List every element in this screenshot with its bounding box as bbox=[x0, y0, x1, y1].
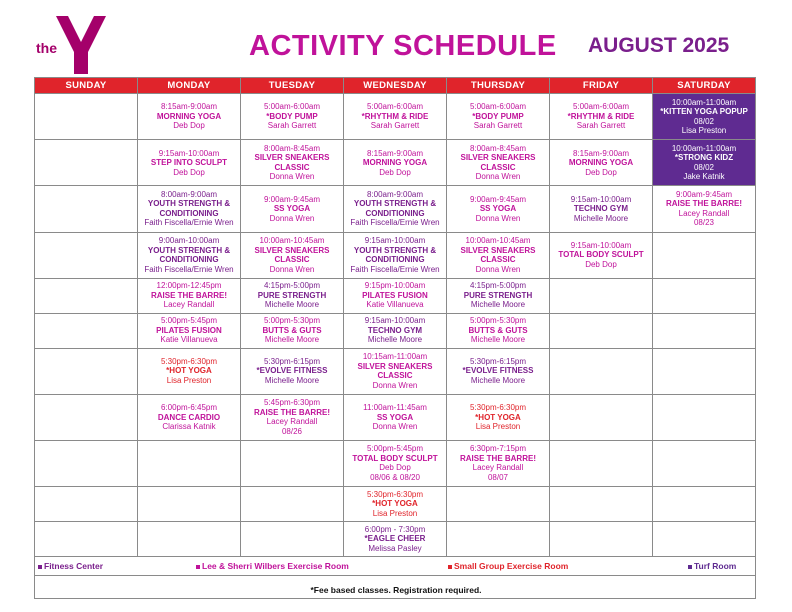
empty-cell bbox=[653, 278, 756, 313]
class-time: 6:30pm-7:15pm bbox=[469, 444, 527, 454]
class-detail: Sarah Garrett bbox=[267, 121, 317, 131]
class-cell bbox=[241, 348, 344, 394]
class-time: 5:30pm-6:30pm bbox=[366, 489, 424, 499]
class-time: 8:00am-8:45am bbox=[263, 143, 321, 153]
class-cell bbox=[550, 186, 653, 232]
class-name: CLASSIC bbox=[480, 255, 516, 265]
day-header-thursday: THURSDAY bbox=[447, 78, 550, 94]
class-time: 5:30pm-6:30pm bbox=[160, 356, 218, 366]
empty-cell bbox=[550, 440, 653, 486]
class-time: 5:00am-6:00am bbox=[469, 102, 527, 112]
class-time: 8:15am-9:00am bbox=[366, 148, 424, 158]
ymca-y-icon bbox=[56, 16, 106, 74]
class-detail: 08/07 bbox=[487, 472, 509, 482]
logo-the-text: the bbox=[36, 40, 57, 56]
class-name: SILVER SNEAKERS bbox=[357, 361, 433, 371]
empty-cell bbox=[35, 440, 138, 486]
class-cell bbox=[138, 278, 241, 313]
class-time: 8:00am-8:45am bbox=[469, 143, 527, 153]
empty-cell bbox=[653, 394, 756, 440]
class-name: SILVER SNEAKERS bbox=[460, 153, 536, 163]
class-time: 5:00am-6:00am bbox=[366, 102, 424, 112]
empty-cell bbox=[35, 348, 138, 394]
schedule-row bbox=[35, 394, 756, 440]
legend-swatch-icon bbox=[688, 565, 692, 569]
legend-label: Turf Room bbox=[694, 561, 737, 571]
class-time: 9:15am-10:00am bbox=[570, 240, 632, 250]
class-cell bbox=[241, 94, 344, 140]
class-cell bbox=[550, 140, 653, 186]
class-name: *EVOLVE FITNESS bbox=[462, 366, 534, 376]
class-name: *HOT YOGA bbox=[475, 412, 521, 422]
class-time: 5:00pm-5:45pm bbox=[366, 444, 424, 454]
class-cell bbox=[138, 394, 241, 440]
class-detail: Michelle Moore bbox=[470, 335, 526, 345]
class-time: 5:00am-6:00am bbox=[263, 102, 321, 112]
legend-label: Fitness Center bbox=[44, 561, 104, 571]
empty-cell bbox=[550, 313, 653, 348]
class-detail: Lacey Randall bbox=[163, 300, 215, 310]
empty-cell bbox=[35, 94, 138, 140]
class-cell bbox=[138, 186, 241, 232]
class-name: *BODY PUMP bbox=[266, 111, 318, 121]
class-cell bbox=[344, 394, 447, 440]
class-name: TECHNO GYM bbox=[367, 325, 423, 335]
class-detail: Deb Dop bbox=[585, 259, 617, 269]
class-name: *BODY PUMP bbox=[472, 111, 524, 121]
class-detail: Deb Dop bbox=[379, 167, 411, 177]
class-detail: 08/02 bbox=[693, 162, 715, 172]
empty-cell bbox=[550, 278, 653, 313]
class-time: 9:15pm-10:00am bbox=[364, 281, 426, 291]
class-time: 6:00pm-6:45pm bbox=[160, 403, 218, 413]
class-time: 9:00am-9:45am bbox=[469, 194, 527, 204]
legend-swatch-icon bbox=[448, 565, 452, 569]
class-detail: Faith Fiscella/Ernie Wren bbox=[350, 264, 440, 274]
schedule-row bbox=[35, 348, 756, 394]
class-detail: Lisa Preston bbox=[681, 126, 727, 136]
schedule-row bbox=[35, 186, 756, 232]
class-detail: Michelle Moore bbox=[264, 335, 320, 345]
class-name: SILVER SNEAKERS bbox=[254, 153, 330, 163]
class-cell bbox=[550, 94, 653, 140]
schedule-row bbox=[35, 521, 756, 556]
class-cell bbox=[447, 348, 550, 394]
day-header-monday: MONDAY bbox=[138, 78, 241, 94]
month-title: AUGUST 2025 bbox=[588, 34, 730, 57]
legend-label: Lee & Sherri Wilbers Exercise Room bbox=[202, 561, 349, 571]
class-name: YOUTH STRENGTH & bbox=[353, 199, 437, 209]
class-detail: Sarah Garrett bbox=[473, 121, 523, 131]
class-cell bbox=[241, 278, 344, 313]
class-name: *STRONG KIDZ bbox=[674, 153, 734, 163]
class-detail: 08/02 bbox=[693, 116, 715, 126]
empty-cell bbox=[35, 140, 138, 186]
schedule-row bbox=[35, 440, 756, 486]
class-cell bbox=[138, 140, 241, 186]
class-name: DANCE CARDIO bbox=[157, 412, 221, 422]
legend-wilbers-room bbox=[196, 561, 349, 571]
empty-cell bbox=[35, 521, 138, 556]
empty-cell bbox=[35, 394, 138, 440]
class-detail: Lisa Preston bbox=[475, 422, 521, 432]
class-cell bbox=[447, 440, 550, 486]
class-time: 10:00am-11:00am bbox=[671, 97, 737, 107]
class-time: 10:00am-11:00am bbox=[671, 143, 737, 153]
class-name: CONDITIONING bbox=[159, 208, 219, 218]
class-name: *KITTEN YOGA POPUP bbox=[660, 107, 748, 117]
class-detail: Sarah Garrett bbox=[370, 121, 420, 131]
class-time: 10:15am-11:00am bbox=[362, 352, 428, 362]
class-name: BUTTS & GUTS bbox=[262, 325, 322, 335]
day-header-tuesday: TUESDAY bbox=[241, 78, 344, 94]
class-cell bbox=[447, 186, 550, 232]
class-name: BUTTS & GUTS bbox=[468, 325, 528, 335]
class-cell bbox=[550, 232, 653, 278]
class-time: 10:00am-10:45am bbox=[465, 236, 531, 246]
class-cell bbox=[344, 487, 447, 522]
empty-cell bbox=[653, 232, 756, 278]
class-detail: Lacey Randall bbox=[678, 208, 730, 218]
empty-cell bbox=[653, 487, 756, 522]
class-cell bbox=[344, 348, 447, 394]
class-name: CLASSIC bbox=[377, 371, 413, 381]
class-cell bbox=[447, 313, 550, 348]
class-detail: Michelle Moore bbox=[367, 335, 423, 345]
class-name: TOTAL BODY SCULPT bbox=[558, 250, 644, 260]
class-cell bbox=[653, 94, 756, 140]
class-cell bbox=[241, 140, 344, 186]
empty-cell bbox=[550, 394, 653, 440]
schedule-row bbox=[35, 140, 756, 186]
class-cell bbox=[138, 348, 241, 394]
class-name: PURE STRENGTH bbox=[463, 290, 533, 300]
class-time: 9:00am-10:00am bbox=[158, 236, 220, 246]
schedule-body bbox=[35, 94, 756, 557]
class-detail: Faith Fiscella/Ernie Wren bbox=[144, 264, 234, 274]
class-detail: Donna Wren bbox=[269, 264, 315, 274]
class-detail: Donna Wren bbox=[475, 264, 521, 274]
empty-cell bbox=[241, 440, 344, 486]
class-detail: Michelle Moore bbox=[264, 300, 320, 310]
class-time: 4:15pm-5:00pm bbox=[263, 281, 321, 291]
day-header-friday: FRIDAY bbox=[550, 78, 653, 94]
empty-cell bbox=[138, 440, 241, 486]
empty-cell bbox=[653, 521, 756, 556]
empty-cell bbox=[550, 521, 653, 556]
class-name: YOUTH STRENGTH & bbox=[147, 245, 231, 255]
class-name: SS YOGA bbox=[376, 412, 414, 422]
day-header-saturday: SATURDAY bbox=[653, 78, 756, 94]
class-name: RAISE THE BARRE! bbox=[150, 290, 227, 300]
schedule-table bbox=[34, 77, 756, 557]
class-name: CLASSIC bbox=[274, 255, 310, 265]
class-time: 5:30pm-6:15pm bbox=[469, 356, 527, 366]
empty-cell bbox=[447, 521, 550, 556]
class-detail: Lacey Randall bbox=[266, 417, 318, 427]
empty-cell bbox=[35, 278, 138, 313]
class-name: RAISE THE BARRE! bbox=[665, 199, 742, 209]
class-name: MORNING YOGA bbox=[362, 158, 428, 167]
class-time: 8:15am-9:00am bbox=[160, 102, 218, 112]
class-name: *RHYTHM & RIDE bbox=[361, 111, 429, 121]
class-time: 5:00pm-5:45pm bbox=[160, 316, 218, 326]
class-time: 8:15am-9:00am bbox=[572, 148, 630, 158]
class-time: 5:00pm-5:30pm bbox=[263, 316, 321, 326]
class-cell bbox=[344, 140, 447, 186]
empty-cell bbox=[35, 487, 138, 522]
class-time: 9:15am-10:00am bbox=[364, 236, 426, 246]
class-cell bbox=[344, 278, 447, 313]
class-detail: Michelle Moore bbox=[264, 375, 320, 385]
legend-small-group-room bbox=[448, 561, 568, 571]
class-name: CONDITIONING bbox=[365, 255, 425, 265]
class-name: *HOT YOGA bbox=[166, 366, 212, 376]
class-detail: Donna Wren bbox=[372, 380, 418, 390]
class-detail: Sarah Garrett bbox=[576, 121, 626, 131]
class-detail: 08/26 bbox=[281, 426, 303, 436]
class-name: RAISE THE BARRE! bbox=[253, 407, 330, 417]
class-detail: Deb Dop bbox=[585, 167, 617, 177]
empty-cell bbox=[550, 487, 653, 522]
class-detail: Lisa Preston bbox=[372, 508, 418, 518]
schedule-row bbox=[35, 278, 756, 313]
class-detail: Deb Dop bbox=[173, 167, 205, 177]
class-name: PILATES FUSION bbox=[362, 290, 428, 300]
class-detail: Donna Wren bbox=[475, 172, 521, 182]
class-cell bbox=[344, 521, 447, 556]
class-cell bbox=[344, 186, 447, 232]
class-detail: Jake Katnik bbox=[683, 172, 725, 182]
class-cell bbox=[447, 140, 550, 186]
empty-cell bbox=[241, 487, 344, 522]
class-name: CLASSIC bbox=[480, 162, 516, 172]
class-cell bbox=[241, 232, 344, 278]
class-name: MORNING YOGA bbox=[568, 158, 634, 167]
class-time: 10:00am-10:45am bbox=[259, 236, 325, 246]
class-cell bbox=[138, 232, 241, 278]
legend-divider bbox=[34, 575, 756, 576]
class-detail: 08/06 & 08/20 bbox=[370, 472, 420, 482]
empty-cell bbox=[241, 521, 344, 556]
class-cell bbox=[241, 313, 344, 348]
legend-turf-room bbox=[688, 561, 736, 571]
class-time: 12:00pm-12:45pm bbox=[156, 281, 222, 291]
class-time: 9:15am-10:00am bbox=[158, 148, 220, 158]
legend-swatch-icon bbox=[196, 565, 200, 569]
class-time: 5:00pm-5:30pm bbox=[469, 316, 527, 326]
class-time: 9:00am-9:45am bbox=[263, 194, 321, 204]
class-detail: Michelle Moore bbox=[573, 213, 629, 223]
class-cell bbox=[138, 94, 241, 140]
class-detail: Katie Villanueva bbox=[160, 335, 218, 345]
class-name: TOTAL BODY SCULPT bbox=[352, 453, 438, 463]
empty-cell bbox=[138, 487, 241, 522]
class-name: CONDITIONING bbox=[159, 255, 219, 265]
class-name: *HOT YOGA bbox=[372, 499, 418, 509]
class-detail: Donna Wren bbox=[269, 213, 315, 223]
empty-cell bbox=[35, 186, 138, 232]
class-time: 5:30pm-6:30pm bbox=[469, 403, 527, 413]
class-detail: Katie Villanueva bbox=[366, 300, 424, 310]
legend-swatch-icon bbox=[38, 565, 42, 569]
empty-cell bbox=[447, 487, 550, 522]
class-time: 9:15am-10:00am bbox=[570, 194, 632, 204]
class-detail: Faith Fiscella/Ernie Wren bbox=[144, 218, 234, 228]
legend-fitness-center bbox=[38, 561, 103, 571]
class-name: PILATES FUSION bbox=[156, 325, 222, 335]
class-detail: Melissa Pasley bbox=[368, 543, 422, 553]
class-detail: Donna Wren bbox=[372, 422, 418, 432]
day-header-wednesday: WEDNESDAY bbox=[344, 78, 447, 94]
page-title: ACTIVITY SCHEDULE bbox=[249, 30, 557, 62]
class-cell bbox=[241, 186, 344, 232]
class-cell bbox=[447, 94, 550, 140]
class-cell bbox=[344, 313, 447, 348]
class-detail: Donna Wren bbox=[475, 213, 521, 223]
class-time: 5:30pm-6:15pm bbox=[263, 356, 321, 366]
class-cell bbox=[344, 232, 447, 278]
class-cell bbox=[447, 278, 550, 313]
class-name: *RHYTHM & RIDE bbox=[567, 111, 635, 121]
legend-label: Small Group Exercise Room bbox=[454, 561, 569, 571]
empty-cell bbox=[653, 313, 756, 348]
class-name: YOUTH STRENGTH & bbox=[147, 199, 231, 209]
schedule-row bbox=[35, 232, 756, 278]
class-cell bbox=[447, 394, 550, 440]
class-time: 5:45pm-6:30pm bbox=[263, 398, 321, 408]
logo-badge-text: YMCA bbox=[89, 66, 104, 72]
class-time: 4:15pm-5:00pm bbox=[469, 281, 527, 291]
day-header-sunday: SUNDAY bbox=[35, 78, 138, 94]
schedule-row bbox=[35, 94, 756, 140]
class-detail: Michelle Moore bbox=[470, 375, 526, 385]
class-name: RAISE THE BARRE! bbox=[459, 453, 536, 463]
class-name: SILVER SNEAKERS bbox=[254, 245, 330, 255]
class-cell bbox=[653, 186, 756, 232]
empty-cell bbox=[653, 440, 756, 486]
class-name: CLASSIC bbox=[274, 162, 310, 172]
class-time: 6:00pm - 7:30pm bbox=[364, 524, 426, 534]
class-name: YOUTH STRENGTH & bbox=[353, 245, 437, 255]
schedule-row bbox=[35, 313, 756, 348]
class-cell bbox=[138, 313, 241, 348]
empty-cell bbox=[550, 348, 653, 394]
class-name: TECHNO GYM bbox=[573, 204, 629, 214]
class-time: 5:00am-6:00am bbox=[572, 102, 630, 112]
fee-footnote: *Fee based classes. Registration required. bbox=[310, 585, 482, 595]
class-detail: Lacey Randall bbox=[472, 463, 524, 473]
class-time: 11:00am-11:45am bbox=[363, 403, 427, 413]
empty-cell bbox=[35, 232, 138, 278]
class-cell bbox=[344, 94, 447, 140]
class-cell bbox=[653, 140, 756, 186]
class-detail: Michelle Moore bbox=[470, 300, 526, 310]
class-time: 9:15am-10:00am bbox=[364, 316, 426, 326]
class-name: STEP INTO SCULPT bbox=[150, 158, 228, 167]
class-name: SS YOGA bbox=[273, 204, 311, 214]
class-name: SS YOGA bbox=[479, 204, 517, 214]
class-detail: Deb Dop bbox=[173, 121, 205, 131]
class-name: *EVOLVE FITNESS bbox=[256, 366, 328, 376]
class-detail: Deb Dop bbox=[379, 463, 411, 473]
empty-cell bbox=[35, 313, 138, 348]
class-time: 8:00am-9:00am bbox=[366, 189, 424, 199]
class-time: 8:00am-9:00am bbox=[160, 189, 218, 199]
class-name: PURE STRENGTH bbox=[257, 290, 327, 300]
class-name: SILVER SNEAKERS bbox=[460, 245, 536, 255]
class-name: CONDITIONING bbox=[365, 208, 425, 218]
class-name: MORNING YOGA bbox=[156, 111, 222, 121]
room-legend bbox=[34, 558, 756, 574]
class-detail: Faith Fiscella/Ernie Wren bbox=[350, 218, 440, 228]
class-name: *EAGLE CHEER bbox=[364, 534, 426, 544]
class-detail: Lisa Preston bbox=[166, 375, 212, 385]
class-detail: Clarissa Katnik bbox=[162, 422, 216, 432]
ymca-logo bbox=[36, 16, 106, 74]
class-cell bbox=[344, 440, 447, 486]
day-header-row bbox=[35, 78, 756, 94]
class-cell bbox=[241, 394, 344, 440]
empty-cell bbox=[138, 521, 241, 556]
class-detail: Donna Wren bbox=[269, 172, 315, 182]
class-detail: 08/23 bbox=[693, 218, 715, 228]
class-cell bbox=[447, 232, 550, 278]
class-time: 9:00am-9:45am bbox=[675, 189, 733, 199]
schedule-row bbox=[35, 487, 756, 522]
empty-cell bbox=[653, 348, 756, 394]
